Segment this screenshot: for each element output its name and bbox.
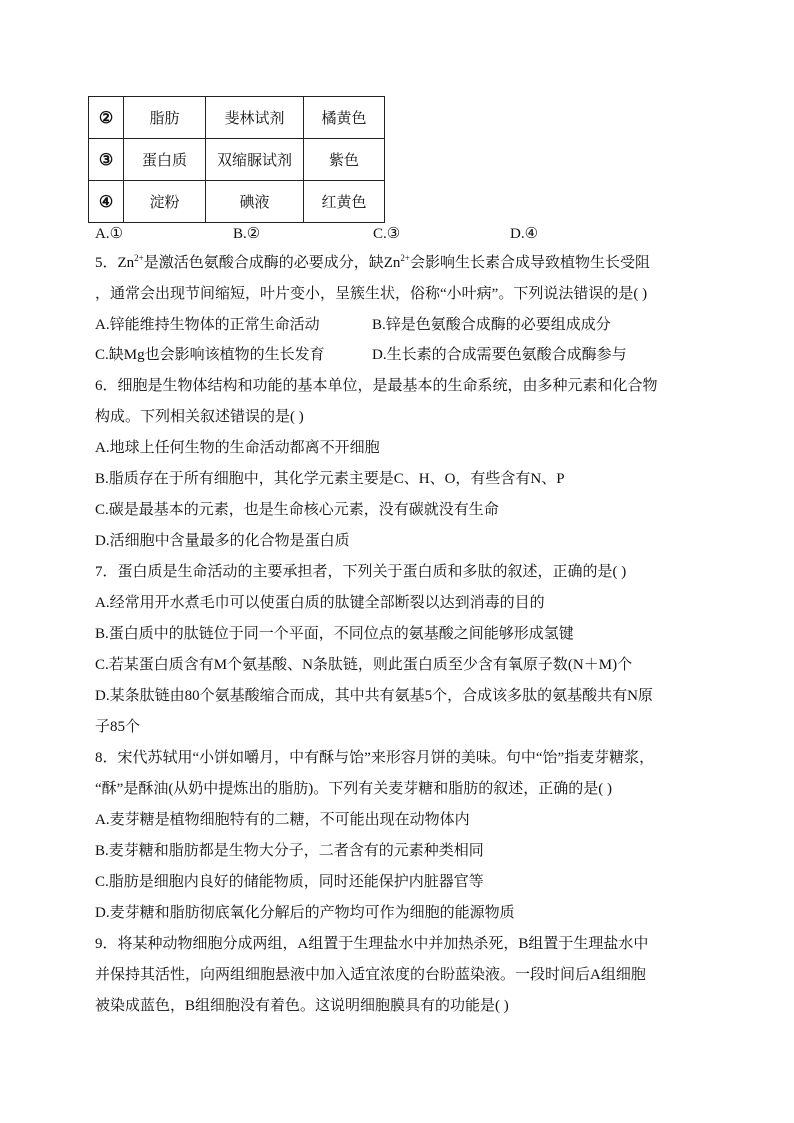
q6-stem-line1: 6．细胞是生物体结构和功能的基本单位，是最基本的生命系统，由多种元素和化合物 — [95, 378, 658, 394]
q8-option-d: D.麦芽糖和脂肪彻底氧化分解后的产物均可作为细胞的能源物质 — [95, 905, 515, 921]
q8-stem-line2: “酥”是酥油(从奶中提炼出的脂肪)。下列有关麦芽糖和脂肪的叙述，正确的是( ) — [95, 781, 613, 797]
row-number: ④ — [89, 181, 124, 223]
q6-option-b: B.脂质存在于所有细胞中，其化学元素主要是C、H、O，有些含有N、P — [95, 471, 565, 487]
q7-option-d-line1: D.某条肽链由80个氨基酸缩合而成，其中共有氨基5个，合成该多肽的氨基酸共有N原 — [95, 688, 653, 704]
q5-superscript: 2+ — [134, 253, 144, 263]
table-row — [89, 97, 385, 139]
q5-option-b: B.锌是色氨酸合成酶的必要组成成分 — [372, 317, 611, 333]
table-row — [89, 181, 385, 223]
color-cell: 红黄色 — [304, 181, 385, 223]
q4-option-a: A.① — [95, 226, 124, 242]
q9-stem-line3: 被染成蓝色，B组细胞没有着色。这说明细胞膜具有的功能是( ) — [95, 998, 509, 1014]
row-number: ② — [89, 97, 124, 139]
table-row — [89, 139, 385, 181]
q5-option-c: C.缺Mg也会影响该植物的生长发育 — [95, 347, 325, 363]
q5-option-d: D.生长素的合成需要色氨酸合成酶参与 — [372, 347, 627, 363]
q5-stem-line2: ，通常会出现节间缩短，叶片变小，呈簇生状，俗称“小叶病”。下列说法错误的是( ) — [95, 286, 648, 302]
reagent-table — [88, 96, 385, 223]
q8-option-a: A.麦芽糖是植物细胞特有的二糖，不可能出现在动物体内 — [95, 812, 470, 828]
substance-cell: 蛋白质 — [124, 139, 206, 181]
q7-option-d-line2: 子85个 — [95, 719, 141, 735]
color-cell: 紫色 — [304, 139, 385, 181]
substance-cell: 脂肪 — [124, 97, 206, 139]
q4-option-b: B.② — [233, 226, 261, 242]
q4-option-d: D.④ — [510, 226, 539, 242]
q5-stem-line1 — [95, 252, 650, 274]
q5-superscript: 2+ — [400, 253, 410, 263]
q7-option-b: B.蛋白质中的肽链位于同一个平面，不同位点的氨基酸之间能够形成氢键 — [95, 626, 574, 642]
q6-stem-line2: 构成。下列相关叙述错误的是( ) — [95, 409, 304, 425]
substance-cell: 淀粉 — [124, 181, 206, 223]
reagent-cell: 碘液 — [206, 181, 304, 223]
q5-text: 5．Zn — [95, 255, 135, 271]
q5-option-a: A.锌能维持生物体的正常生命活动 — [95, 317, 320, 333]
color-cell: 橘黄色 — [304, 97, 385, 139]
q8-option-c: C.脂肪是细胞内良好的储能物质，同时还能保护内脏器官等 — [95, 874, 484, 890]
q8-stem-line1: 8．宋代苏轼用“小饼如嚼月，中有酥与饴”来形容月饼的美味。句中“饴”指麦芽糖浆， — [95, 750, 655, 766]
q7-option-c: C.若某蛋白质含有M个氨基酸、N条肽链，则此蛋白质至少含有氧原子数(N＋M)个 — [95, 657, 633, 673]
q4-option-c: C.③ — [373, 226, 401, 242]
q7-option-a: A.经常用开水煮毛巾可以使蛋白质的肽键全部断裂以达到消毒的目的 — [95, 595, 545, 611]
reagent-cell: 斐林试剂 — [206, 97, 304, 139]
q6-option-c: C.碳是最基本的元素，也是生命核心元素，没有碳就没有生命 — [95, 502, 499, 518]
q5-text: 是激活色氨酸合成酶的必要成分，缺Zn — [143, 255, 401, 271]
q9-stem-line1: 9．将某种动物细胞分成两组，A组置于生理盐水中并加热杀死，B组置于生理盐水中 — [95, 936, 649, 952]
q6-option-a: A.地球上任何生物的生命活动都离不开细胞 — [95, 440, 380, 456]
q7-stem: 7．蛋白质是生命活动的主要承担者，下列关于蛋白质和多肽的叙述，正确的是( ) — [95, 564, 627, 580]
reagent-cell: 双缩脲试剂 — [206, 139, 304, 181]
q6-option-d: D.活细胞中含量最多的化合物是蛋白质 — [95, 533, 350, 549]
q9-stem-line2: 并保持其活性，向两组细胞悬液中加入适宜浓度的台盼蓝染液。一段时间后A组细胞 — [95, 967, 646, 983]
q8-option-b: B.麦芽糖和脂肪都是生物大分子，二者含有的元素种类相同 — [95, 843, 484, 859]
row-number: ③ — [89, 139, 124, 181]
q5-text: 会影响生长素合成导致植物生长受阻 — [410, 255, 651, 271]
